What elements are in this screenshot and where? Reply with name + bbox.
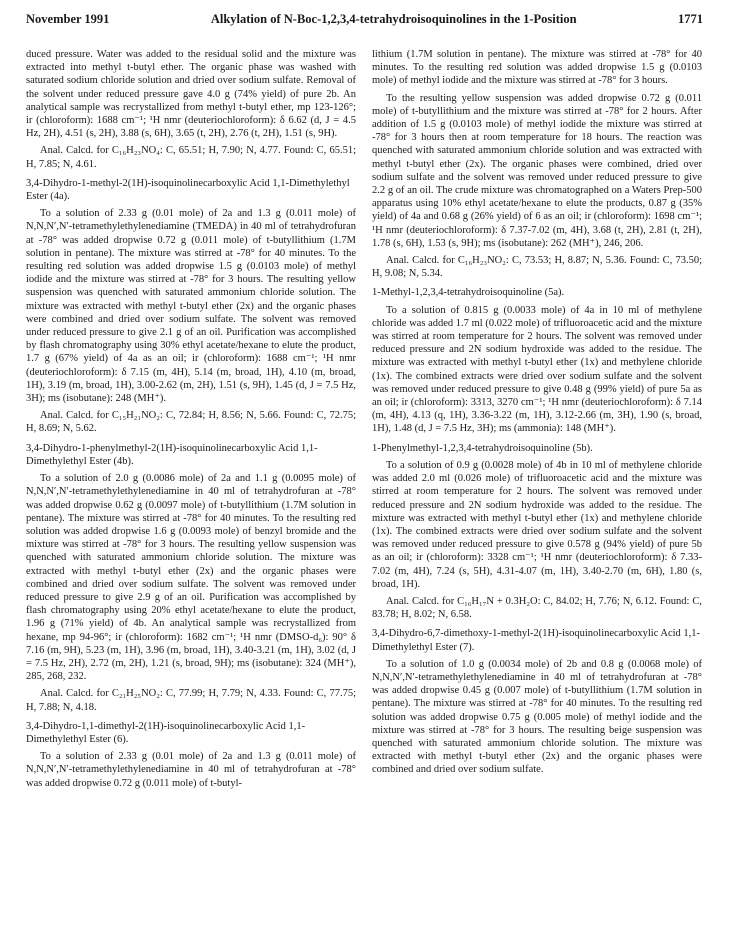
compound-heading: 3,4-Dihydro-1-phenylmethyl-2(1H)-isoquinolinecarboxylic Acid 1,1-Dimethylethyl Ester (4b). xyxy=(26,442,318,467)
running-head xyxy=(26,12,703,30)
header-page-number: 1771 xyxy=(677,12,703,26)
compound-heading: 3,4-Dihydro-6,7-dimethoxy-1-methyl-2(1H)-isoquinolinecarboxylic Acid 1,1-Dimethylethyl Ester (7). xyxy=(372,628,701,653)
header-date: November 1991 xyxy=(26,12,110,26)
paragraph: To a solution of 0.815 g (0.0033 mole) of 4a in 10 ml of methylene chloride was added 1.7 ml (0.022 mole) of trifluoroacetic acid and the mixture was stirred at room temperature for 2 hours. The solvent was removed under reduced pressure and 2N sodium hydroxide was added to the residue. The mixture was extracted with methyl t-butyl ether (1x) and methylene chloride (1x). The combined extracts were dried over sodium sulfate and the solvent was removed under reduced pressure to give 0.48 g (99% yield) of pure 5a as an oil; ir (chloroform): 3313, 3270 cm⁻¹; ¹H nmr (deuteriochloroform): δ 7.14 (m, 4H), 4.13 (q, 1H), 3.36-3.22 (m, 1H), 3.12-2.66 (m, 3H), 1.90 (s, broad, 1H), 1.48 (d, J = 7.5 Hz, 3H); ms (ammonia): 148 (MH⁺). xyxy=(372,304,702,435)
analysis-paragraph: Anal. Calcd. for C₁₆H₁₇N + 0.3H₂O: C, 84.02; H, 7.76; N, 6.12. Found: C, 83.78; H, 8.02; N, 6.58. xyxy=(372,595,702,621)
paragraph: To a solution of 2.33 g (0.01 mole) of 2a and 1.3 g (0.011 mole) of N,N,N′,N′-tetramethylethylenediamine in 40 ml of tetrahydrofuran at -78° was added dropwise 0.72 g (0.011 mole) of t-butyl- xyxy=(26,751,356,789)
compound-heading: 1-Phenylmethyl-1,2,3,4-tetrahydroisoquinoline (5b). xyxy=(372,442,593,454)
left-column xyxy=(26,48,356,794)
paragraph: To a solution of 1.0 g (0.0034 mole) of 2b and 0.8 g (0.0068 mole) of N,N,N′,N′-tetramethylethylenediamine in 40 ml of tetrahydrofuran at -78° was added dropwise 0.45 g (0.007 mole) of t-butyllithium (1.7M solution in pentane). The mixture was stirred at -78° for 40 minutes. To the resulting red solution was added dropwise 0.75 g (0.005 mole) of methyl iodide and the mixture was stirred at -78° for 3 hours. The resulting beige suspension was quenched with saturated ammonium chloride solution. The mixture was extracted with methyl t-butyl ether (2x) and the organic phases were combined and dried over sodium sulfate. xyxy=(372,658,702,776)
paragraph: To the resulting yellow suspension was added dropwise 0.72 g (0.011 mole) of t-butyllithium and the mixture was stirred at -78° for 2 hours. After addition of 1.5 g (0.0103 mole) of methyl iodide the mixture was stirred at -78° for 3 hours then at room temperature for 18 hours. The reaction was quenched with saturated ammonium chloride solution and was extracted with methyl t-butyl ether (2x). The organic phases were combined, dried over sodium sulfate and the solvent was removed under reduced pressure to give 2.2 g of an oil. The crude mixture was chromatographed on a Waters Prep-500 apparatus using 10% ethyl acetate/hexane to elute the products, 0.87 g (35% yield) of 4a and 0.68 g (26% yield) of 6 as an oil; ir (chloroform): 1698 cm⁻¹; ¹H nmr (deuteriochloroform): δ 7.37-7.02 (m, 4H), 3.68 (t, 2H), 2.81 (t, 2H), 1.78 (s, 6H), 1.53 (s, 9H); ms (isobutane): 262 (MH⁺), 246, 206. xyxy=(372,92,702,249)
paragraph: To a solution of 2.33 g (0.01 mole) of 2a and 1.3 g (0.011 mole) of N,N,N′,N′-tetramethylethylenediamine (TMEDA) in 40 ml of tetrahydrofuran at -78° was added dropwise 0.72 g (0.011 mole) of t-butyllithium (1.7M solution in pentane). The mixture was stirred at -78° for 40 minutes. To the resulting red solution was added dropwise 1.5 g (0.0103 mole) of methyl iodide and the mixture was stirred at -78° for 3 hours. The resulting yellow suspension was quenched with saturated ammonium chloride solution. The mixture was extracted with methyl t-butyl ether (2x) and the organic phases were combined and dried over sodium sulfate. The solvent was removed under reduced pressure to give 2.1 g of an oil. Purification was accomplished by flash chromatography using 30% ethyl acetate/hexane to elute the product, 1.7 g (67% yield) of 4a as an oil; ir (chloroform): 1688 cm⁻¹; ¹H nmr (deuteriochloroform): δ 7.15 (m, 4H), 5.14 (m, broad, 1H), 4.10 (m, broad, 1H), 3.19 (m, broad, 1H), 3.00-2.62 (m, 2H), 1.51 (s, 9H), 1.45 (d, J = 7.5 Hz, 3H); ms (isobutane): 248 (MH⁺). xyxy=(26,208,356,405)
compound-heading: 1-Methyl-1,2,3,4-tetrahydroisoquinoline (5a). xyxy=(372,287,565,299)
header-title: Alkylation of N-Boc-1,2,3,4-tetrahydroisoquinolines in the 1-Position xyxy=(210,12,577,26)
analysis-paragraph: Anal. Calcd. for C₁₅H₂₁NO₂: C, 72.84; H, 8.56; N, 5.66. Found: C, 72.75; H, 8.69; N, 5.62. xyxy=(26,410,356,435)
analysis-paragraph: Anal. Calcd. for C₁₆H₂₃NO₄: C, 65.51; H, 7.90; N, 4.77. Found: C, 65.51; H, 7.85; N, 4.61. xyxy=(26,145,356,170)
compound-heading: 3,4-Dihydro-1-methyl-2(1H)-isoquinolinecarboxylic Acid 1,1-Dimethylethyl Ester (4a). xyxy=(26,177,350,203)
paragraph: To a solution of 0.9 g (0.0028 mole) of 4b in 10 ml of methylene chloride was added 2.0 ml (0.026 mole) of trifluoroacetic acid and the mixture was stirred at room temperature for 2 hours. The solvent was removed under reduced pressure and 2N sodium hydroxide was added to the residue. The mixture was extracted with methyl t-butyl ether (1x) and methylene chloride (1x). The combined extracts were dried over sodium sulfate and the solvent was removed under reduced pressure to give 0.578 g (94% yield) of pure 5b as an oil; ir (chloroform): 3328 cm⁻¹; ¹H nmr (deuteriochloroform): δ 7.33-7.02 (m, 4H), 7.24 (s, 5H), 4.31-4.07 (m, 1H), 3.40-2.70 (m, 6H), 1.80 (s, broad, 1H). xyxy=(372,459,702,590)
paragraph: duced pressure. Water was added to the residual solid and the mixture was extracted into methyl t-butyl ether. The organic phase was washed with saturated sodium chloride solution and dried over sodium sulfate. Removal of the solvent under reduced pressure gave 4.0 g (74% yield) of pure 2b. An analytical sample was recrystallized from methyl t-butyl ether, mp 123-126°; ir (chloroform): 1688 cm⁻¹; ¹H nmr (deuteriochloroform): δ 6.62 (d, J = 4.5 Hz, 2H), 4.51 (s, 2H), 3.88 (s, 6H), 3.65 (t, 2H), 2.76 (t, 2H), 1.51 (s, 9H). xyxy=(26,49,356,140)
compound-heading: 3,4-Dihydro-1,1-dimethyl-2(1H)-isoquinolinecarboxylic Acid 1,1-Dimethylethyl Ester (6). xyxy=(26,720,306,745)
right-column xyxy=(372,48,702,781)
paragraph: To a solution of 2.0 g (0.0086 mole) of 2a and 1.1 g (0.0095 mole) of N,N,N′,N′-tetramethylethylenediamine in 40 ml of tetrahydrofuran at -78° was added dropwise 0.62 g (0.0097 mole) of t-butyllithium (1.7M solution in pentane). The mixture was stirred at -78° for 40 minutes. To the resulting red solution was added dropwise 1.6 g (0.0093 mole) of benzyl bromide and the mixture was stirred at -78° for 3 hours. The resulting yellow suspension was quenched with saturated ammonium chloride solution. The mixture was extracted with methyl t-butyl ether (2x) and the organic phases were combined and dried over sodium sulfate. The solvent was removed under reduced pressure to give 2.9 g of an oil. Purification was accomplished by flash chromatography using 20% ethyl acetate/hexane to elute the product, 1.96 g (71% yield) of 4b. An analytical sample was recrystallized from hexane, mp 94-96°; ir (chloroform): 1682 cm⁻¹; ¹H nmr (DMSO-d₆): 90° δ 7.16 (m, 9H), 5.23 (m, 1H), 3.96 (m, broad, 1H), 3.40-3.21 (m, 1H), 3.02 (d, J = 7.5 Hz, 2H), 2.72 (m, 2H), 1.21 (s, broad, 9H); ms (isobutane): 324 (MH⁺), 285, 268, 232. xyxy=(26,473,356,683)
analysis-paragraph: Anal. Calcd. for C₂₁H₂₅NO₂: C, 77.99; H, 7.79; N, 4.33. Found: C, 77.75; H, 7.88; N, 4.18. xyxy=(26,688,356,713)
paragraph: lithium (1.7M solution in pentane). The mixture was stirred at -78° for 40 minutes. To the resulting red solution was added dropwise 1.5 g (0.0103 mole) of methyl iodide and the mixture was stirred at -78° for 3 hours. xyxy=(372,49,702,87)
analysis-paragraph: Anal. Calcd. for C₁₆H₂₃NO₂: C, 73.53; H, 8.87; N, 5.36. Found: C, 73.50; H, 9.08; N, 5.34. xyxy=(372,255,702,280)
